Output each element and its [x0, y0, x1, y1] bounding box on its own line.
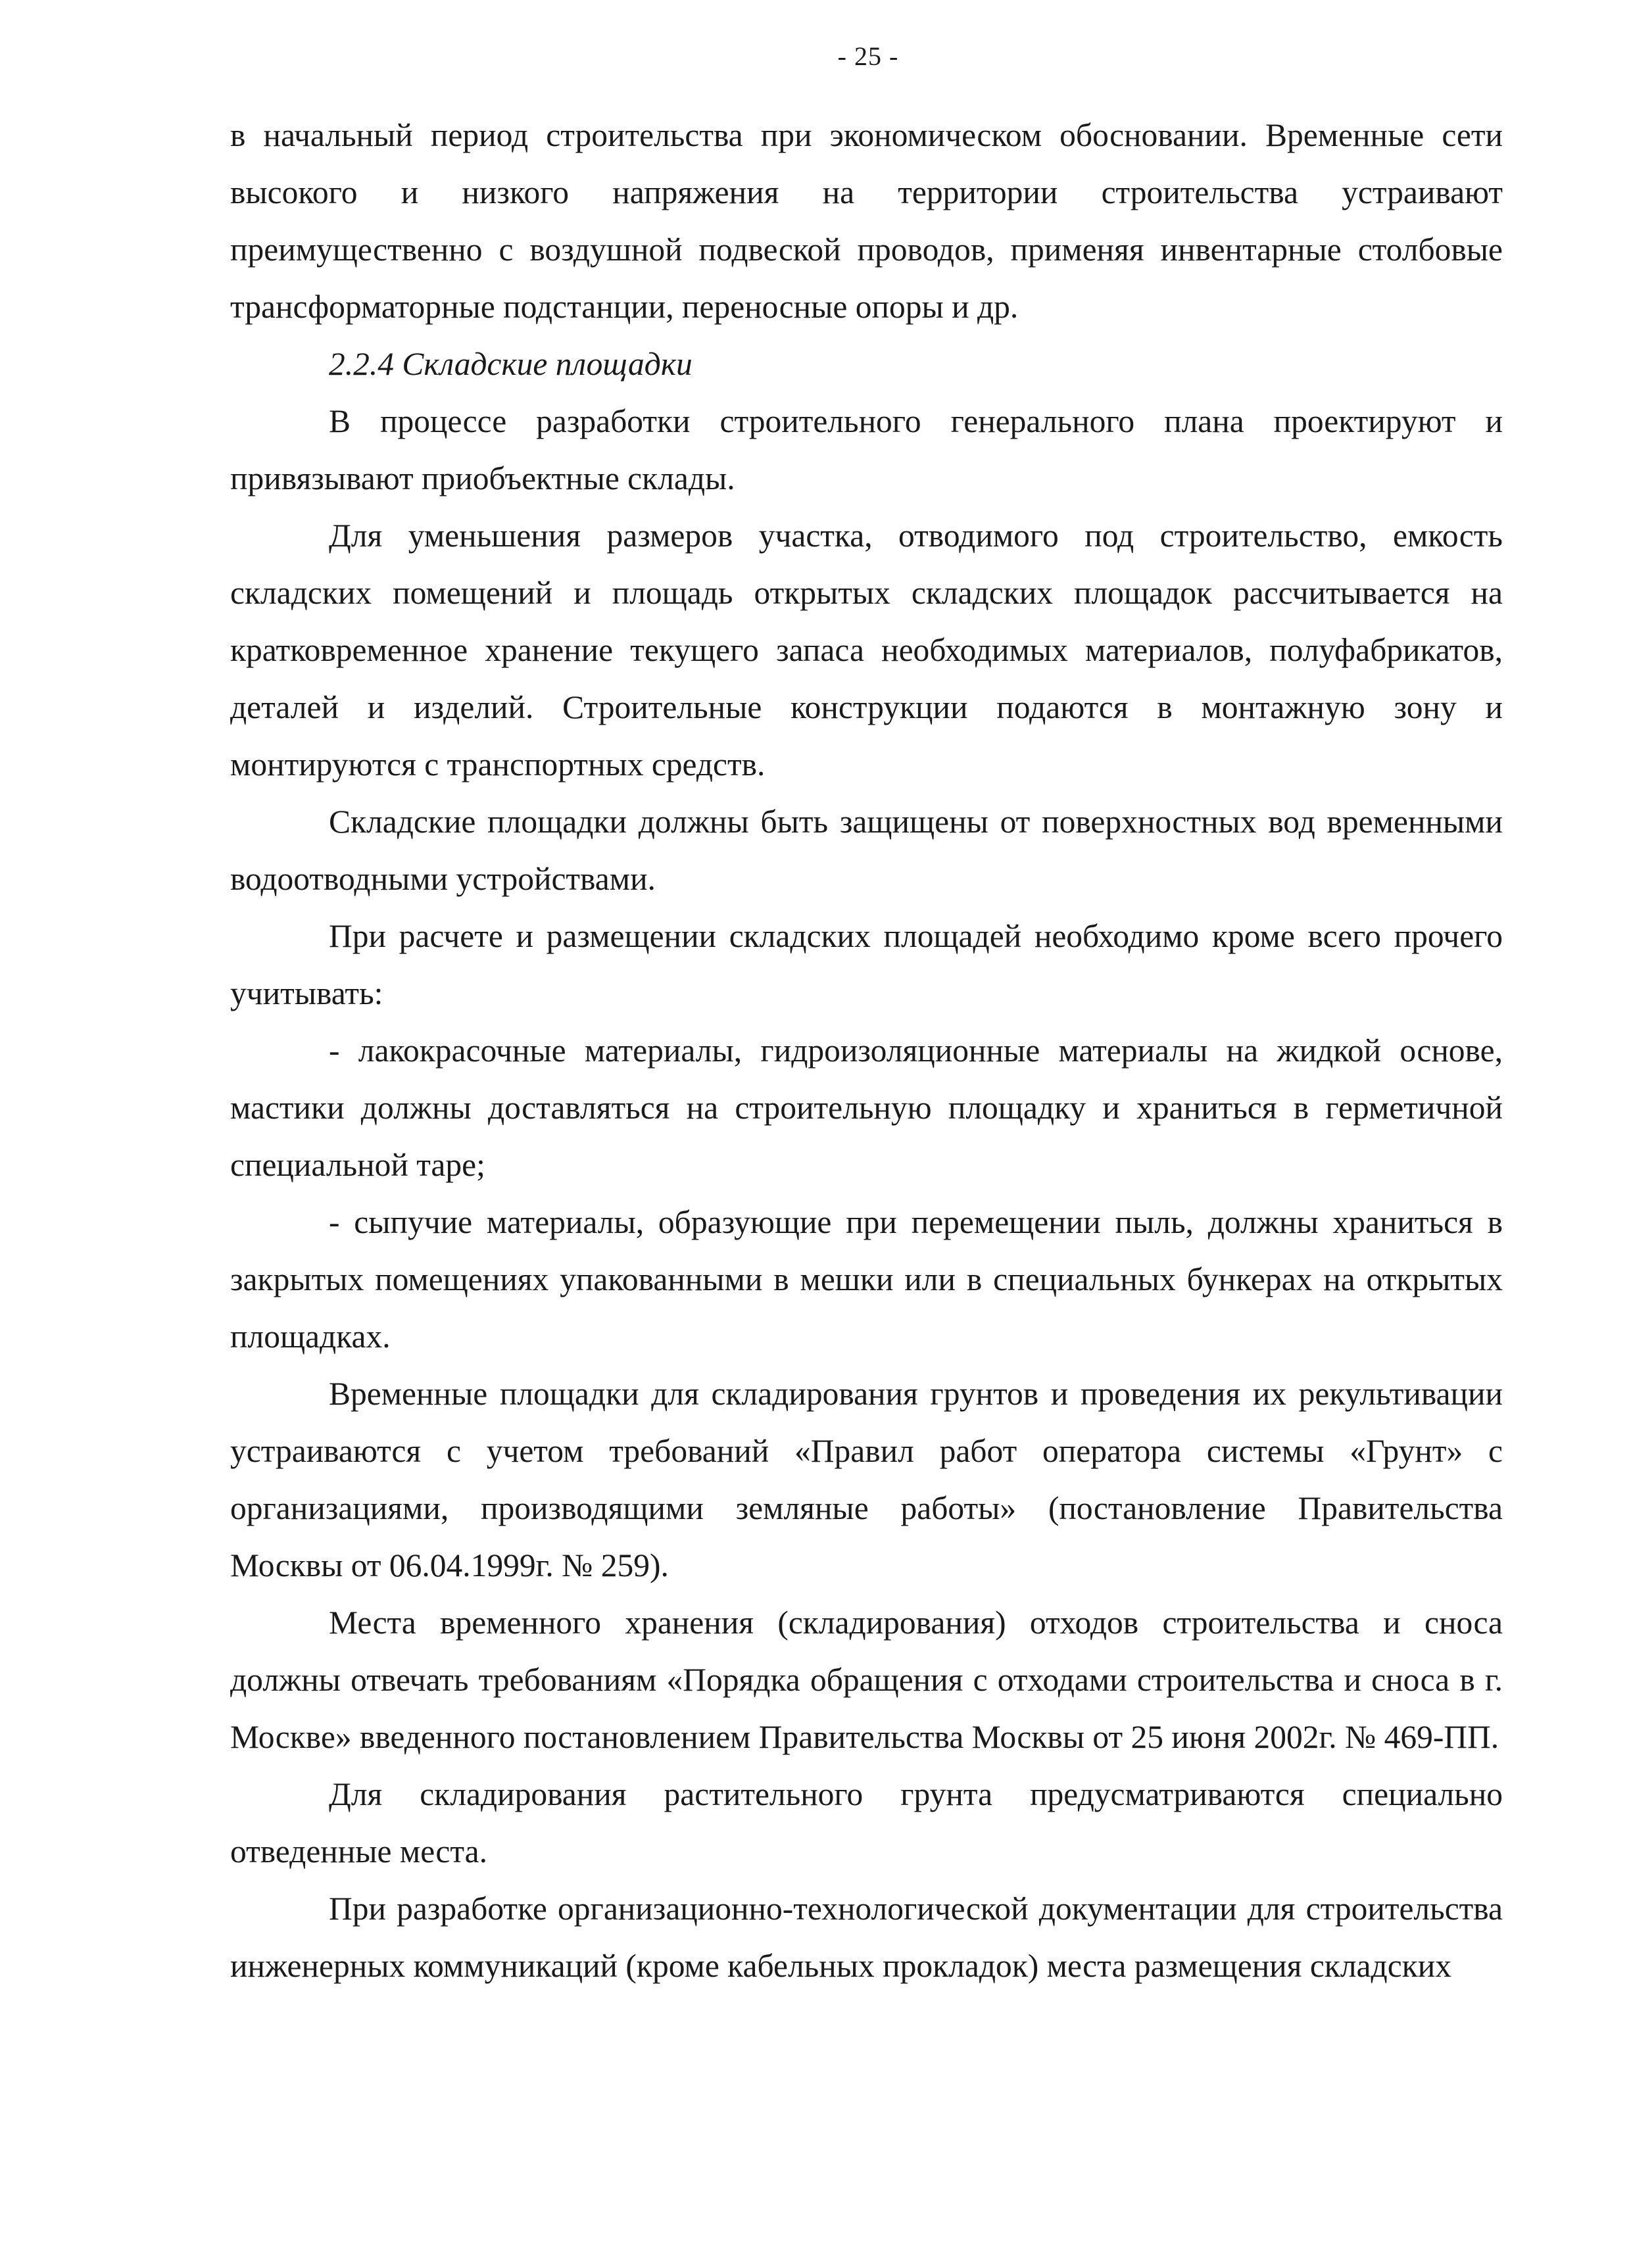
- paragraph: В процессе разработки строительного генерального плана проектируют и привязывают приобъектные склады.: [230, 403, 1503, 496]
- paragraph: Для складирования растительного грунта предусматриваются специально отведенные места.: [230, 1776, 1503, 1870]
- page-number: - 25 -: [837, 41, 899, 71]
- section-heading: 2.2.4 Складские площадки: [329, 346, 693, 382]
- paragraph: Для уменьшения размеров участка, отводимого под строительство, емкость складских помещений и площадь открытых складских площадок рассчитывается на кратковременное хранение текущего запаса необходимых материалов, полуфабрикатов, деталей и изделий. Строительные конструкции подаются в монтажную зону и монтируются с транспортных средств.: [230, 518, 1503, 783]
- paragraph-continuation: в начальный период строительства при экономическом обосновании. Временные сети высокого и низкого напряжения на территории строительства устраивают преимущественно с воздушной подвеской проводов, применяя инвентарные столбовые трансформаторные подстанции, переносные опоры и др.: [230, 117, 1503, 325]
- paragraph: Места временного хранения (складирования) отходов строительства и сноса должны отвечать требованиям «Порядка обращения с отходами строительства и сноса в г. Москве» введенного постановлением Правительства Москвы от 25 июня 2002г. № 469-ПП.: [230, 1604, 1503, 1755]
- paragraph: Временные площадки для складирования грунтов и проведения их рекультивации устраиваются с учетом требований «Правил работ оператора системы «Грунт» с организациями, производящими земляные работы» (постановление Правительства Москвы от 06.04.1999г. № 259).: [230, 1376, 1503, 1583]
- list-item: - сыпучие материалы, образующие при перемещении пыль, должны храниться в закрытых помещениях упакованными в мешки или в специальных бункерах на открытых площадках.: [230, 1204, 1503, 1355]
- list-item: - лакокрасочные материалы, гидроизоляционные материалы на жидкой основе, мастики должны доставляться на строительную площадку и храниться в герметичной специальной таре;: [230, 1032, 1503, 1183]
- paragraph: При разработке организационно-технологической документации для строительства инженерных коммуникаций (кроме кабельных прокладок) места размещения складских: [230, 1891, 1503, 1984]
- document-body: [230, 107, 1503, 1994]
- paragraph: При расчете и размещении складских площадей необходимо кроме всего прочего учитывать:: [230, 918, 1503, 1011]
- paragraph: Складские площадки должны быть защищены от поверхностных вод временными водоотводными устройствами.: [230, 804, 1503, 897]
